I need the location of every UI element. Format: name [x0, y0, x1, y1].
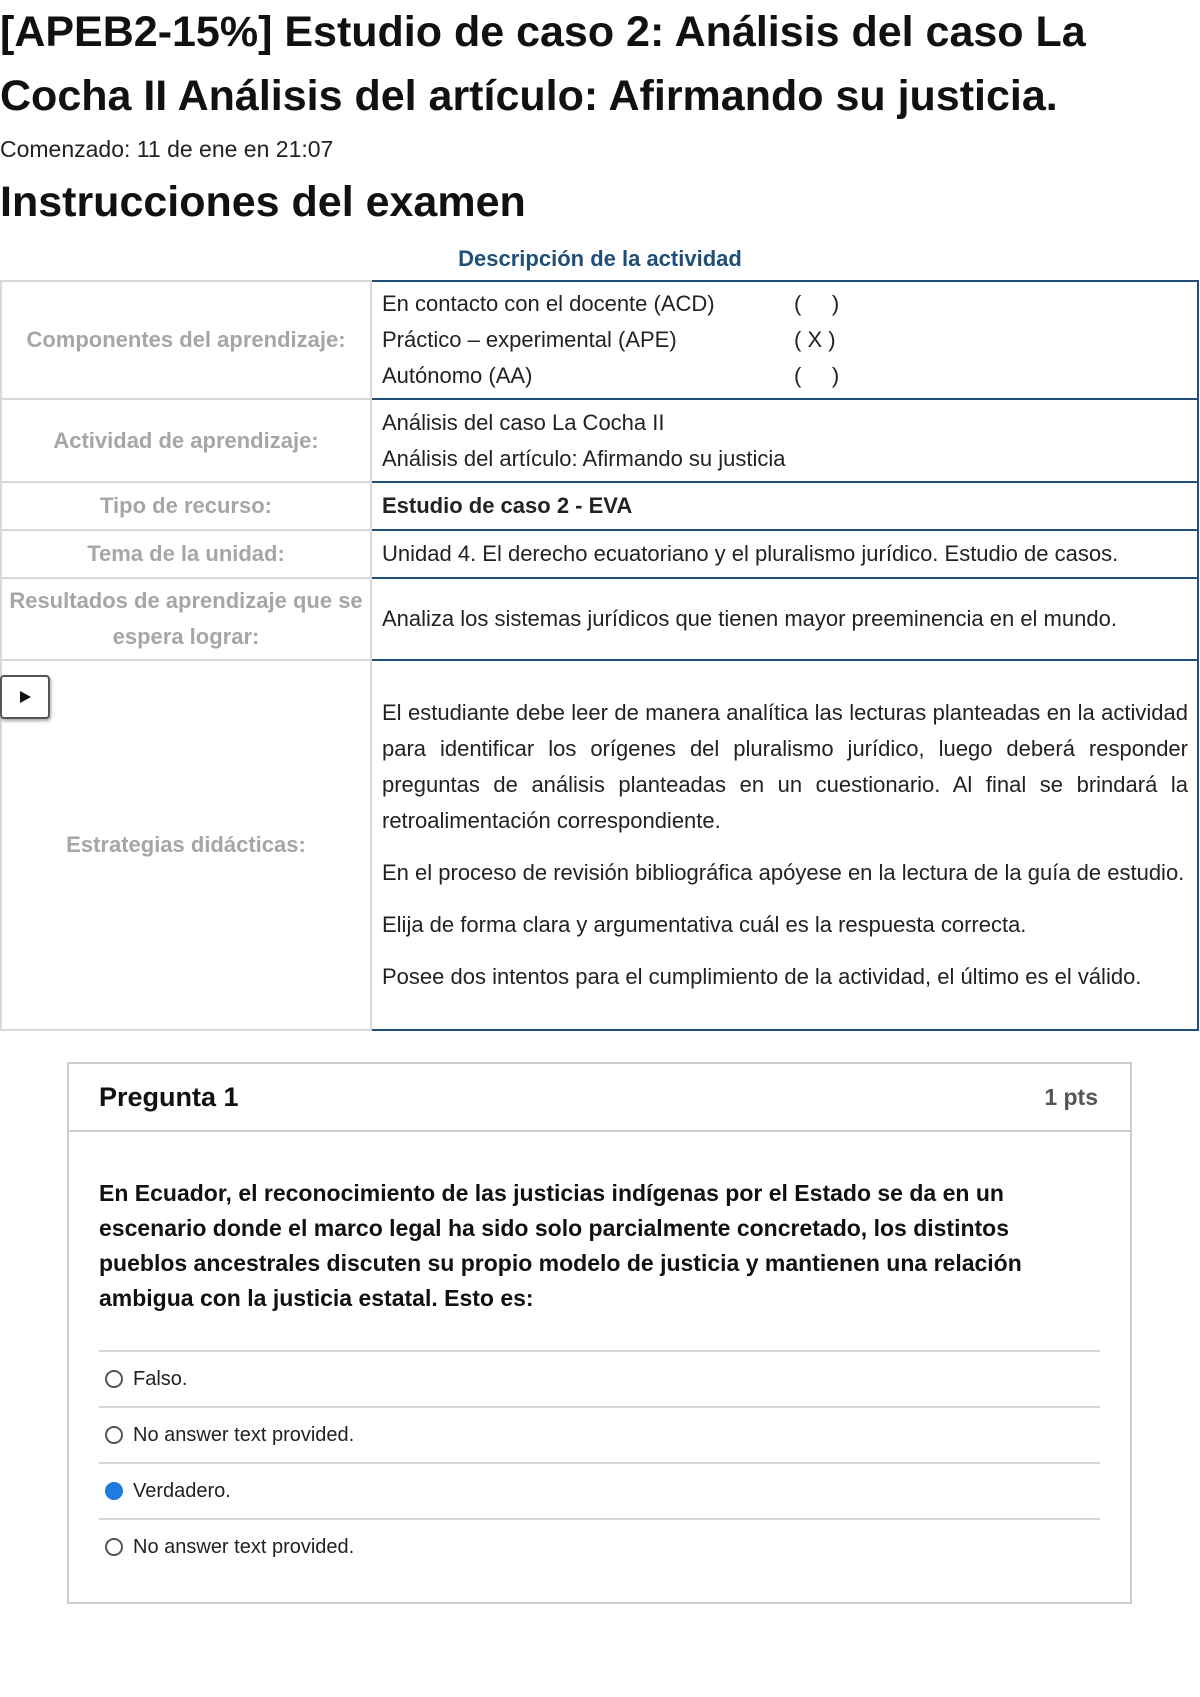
table-row — [1, 578, 1198, 660]
resource-type-value: Estudio de caso 2 - EVA — [371, 482, 1198, 530]
components-label: Componentes del aprendizaje: — [1, 281, 371, 399]
answer-label: No answer text provided. — [133, 1423, 355, 1446]
question-card — [67, 1062, 1132, 1604]
radio-button[interactable] — [105, 1538, 123, 1556]
play-icon — [18, 690, 32, 704]
table-row — [1, 530, 1198, 578]
instructions-heading: Instrucciones del examen — [0, 178, 526, 226]
learning-activity-label: Actividad de aprendizaje: — [1, 399, 371, 482]
answer-list — [99, 1350, 1100, 1574]
expected-results-label: Resultados de aprendizaje que se espera lograr: — [1, 578, 371, 660]
activity-description-caption: Descripción de la actividad — [458, 246, 742, 271]
question-title: Pregunta 1 — [99, 1081, 239, 1112]
table-row — [1, 482, 1198, 530]
question-points: 1 pts — [1044, 1083, 1098, 1110]
answer-label: Verdadero. — [133, 1479, 231, 1502]
answer-option[interactable] — [99, 1520, 1100, 1574]
resource-type-label: Tipo de recurso: — [1, 482, 371, 530]
components-value — [371, 281, 1198, 399]
table-row — [1, 399, 1198, 482]
learning-activity-value: Análisis del caso La Cocha II Análisis del artículo: Afirmando su justicia — [371, 399, 1198, 482]
table-row — [1, 281, 1198, 399]
unit-topic-value: Unidad 4. El derecho ecuatoriano y el pluralismo jurídico. Estudio de casos. — [371, 530, 1198, 578]
started-timestamp: Comenzado: 11 de ene en 21:07 — [0, 136, 334, 162]
answer-option[interactable] — [99, 1408, 1100, 1464]
component-item: Práctico – experimental (APE) ( X ) — [382, 327, 836, 352]
play-button[interactable] — [0, 675, 50, 719]
table-row — [1, 660, 1198, 1030]
question-header — [69, 1064, 1130, 1132]
activity-description-table — [0, 280, 1199, 1031]
expected-results-value: Analiza los sistemas jurídicos que tienen mayor preeminencia en el mundo. — [371, 578, 1198, 660]
answer-label: Falso. — [133, 1367, 188, 1390]
answer-option[interactable] — [99, 1464, 1100, 1520]
radio-button-selected[interactable] — [105, 1482, 123, 1500]
unit-topic-label: Tema de la unidad: — [1, 530, 371, 578]
answer-option[interactable] — [99, 1352, 1100, 1408]
page-title: [APEB2-15%] Estudio de caso 2: Análisis del caso La Cocha II Análisis del artículo: Afirmando su justicia. — [0, 8, 1086, 120]
strategies-label: Estrategias didácticas: — [1, 660, 371, 1030]
radio-button[interactable] — [105, 1370, 123, 1388]
radio-button[interactable] — [105, 1426, 123, 1444]
component-item: En contacto con el docente (ACD) ( ) — [382, 291, 840, 316]
strategies-value: El estudiante debe leer de manera analítica las lecturas planteadas en la actividad para identificar los orígenes del pluralismo jurídico, luego deberá responder preguntas de análisis planteadas en un cuestionario. Al final se brindará la retroalimentación correspondiente. En el proceso de revisión bibliográfica apóyese en la lectura de la guía de estudio. Elija de forma clara y argumentativa cuál es la respuesta correcta. Posee dos intentos para el cumplimiento de la actividad, el último es el válido. — [371, 660, 1198, 1030]
component-item: Autónomo (AA) ( ) — [382, 363, 840, 388]
answer-label: No answer text provided. — [133, 1535, 355, 1558]
question-text: En Ecuador, el reconocimiento de las justicias indígenas por el Estado se da en un escenario donde el marco legal ha sido solo parcialmente concretado, los distintos pueblos ancestrales discuten su propio modelo de justicia y mantienen una relación ambigua con la justicia estatal. Esto es: — [99, 1180, 1022, 1311]
